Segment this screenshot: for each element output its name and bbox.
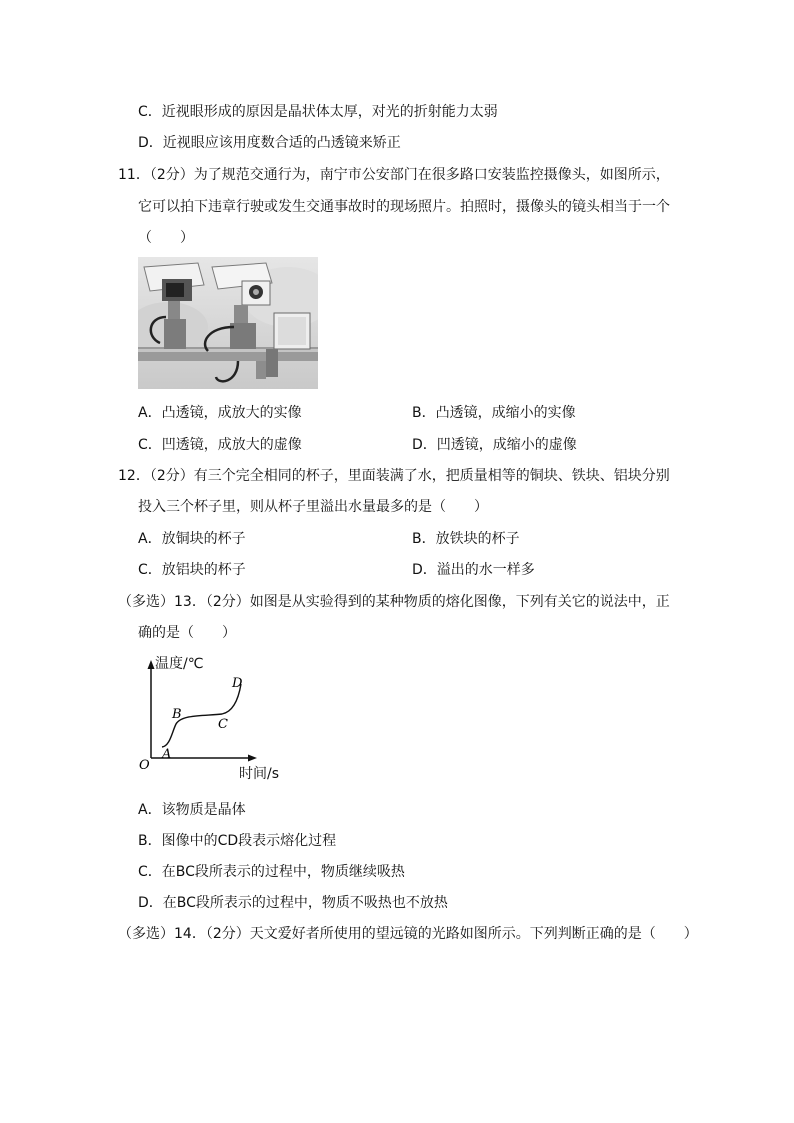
point-c-label: C [218,717,228,732]
q12-stem-line1: 12．（2分）有三个完全相同的杯子，里面装满了水，把质量相等的铜块、铁块、铝块分别 [118,468,670,484]
y-axis-arrow-icon [148,660,155,669]
q11-stem-line2: 它可以拍下违章行驶或发生交通事故时的现场照片。拍照时，摄像头的镜头相当于一个 [138,199,670,215]
graph-y-axis-label: 温度/℃ [155,656,204,672]
q13-option-c: C．在BC段所表示的过程中，物质继续吸热 [138,864,405,880]
point-d-label: D [232,676,243,691]
point-a-label: A [162,747,172,762]
q10-option-d: D．近视眼应该用度数合适的凸透镜来矫正 [138,135,401,151]
q13-stem-line2: 确的是（ ） [138,625,236,641]
q11-stem-line1: 11．（2分）为了规范交通行为，南宁市公安部门在很多路口安装监控摄像头，如图所示， [118,167,670,183]
origin-label: O [139,758,150,773]
q11-option-b: B．凸透镜，成缩小的实像 [412,405,576,421]
q11-answer-blank: （ ） [138,230,194,246]
q11-option-d: D．凹透镜，成缩小的虚像 [412,437,577,453]
q13-option-b: B．图像中的CD段表示熔化过程 [138,833,337,849]
surveillance-camera-photo [138,257,318,389]
q14-stem-line1: （多选）14．（2分）天文爱好者所使用的望远镜的光路如图所示。下列判断正确的是（ ） [118,926,698,942]
q12-option-c: C．放铝块的杯子 [138,562,246,578]
q11-option-c: C．凹透镜，成放大的虚像 [138,437,302,453]
q13-option-d: D．在BC段所表示的过程中，物质不吸热也不放热 [138,895,448,911]
q12-option-d: D．溢出的水一样多 [412,562,535,578]
q12-stem-line2: 投入三个杯子里，则从杯子里溢出水量最多的是（ ） [138,499,488,515]
x-axis-arrow-icon [248,755,257,762]
q12-option-b: B．放铁块的杯子 [412,531,520,547]
q12-option-a: A．放铜块的杯子 [138,531,246,547]
q10-option-c: C．近视眼形成的原因是晶状体太厚，对光的折射能力太弱 [138,104,498,120]
q13-stem-line1: （多选）13．（2分）如图是从实验得到的某种物质的熔化图像，下列有关它的说法中，正 [118,594,670,610]
graph-x-axis-label: 时间/s [239,766,280,782]
q13-option-a: A．该物质是晶体 [138,802,246,818]
surveillance-camera-illustration [138,257,318,389]
q11-option-a: A．凸透镜，成放大的实像 [138,405,302,421]
point-b-label: B [172,707,182,722]
